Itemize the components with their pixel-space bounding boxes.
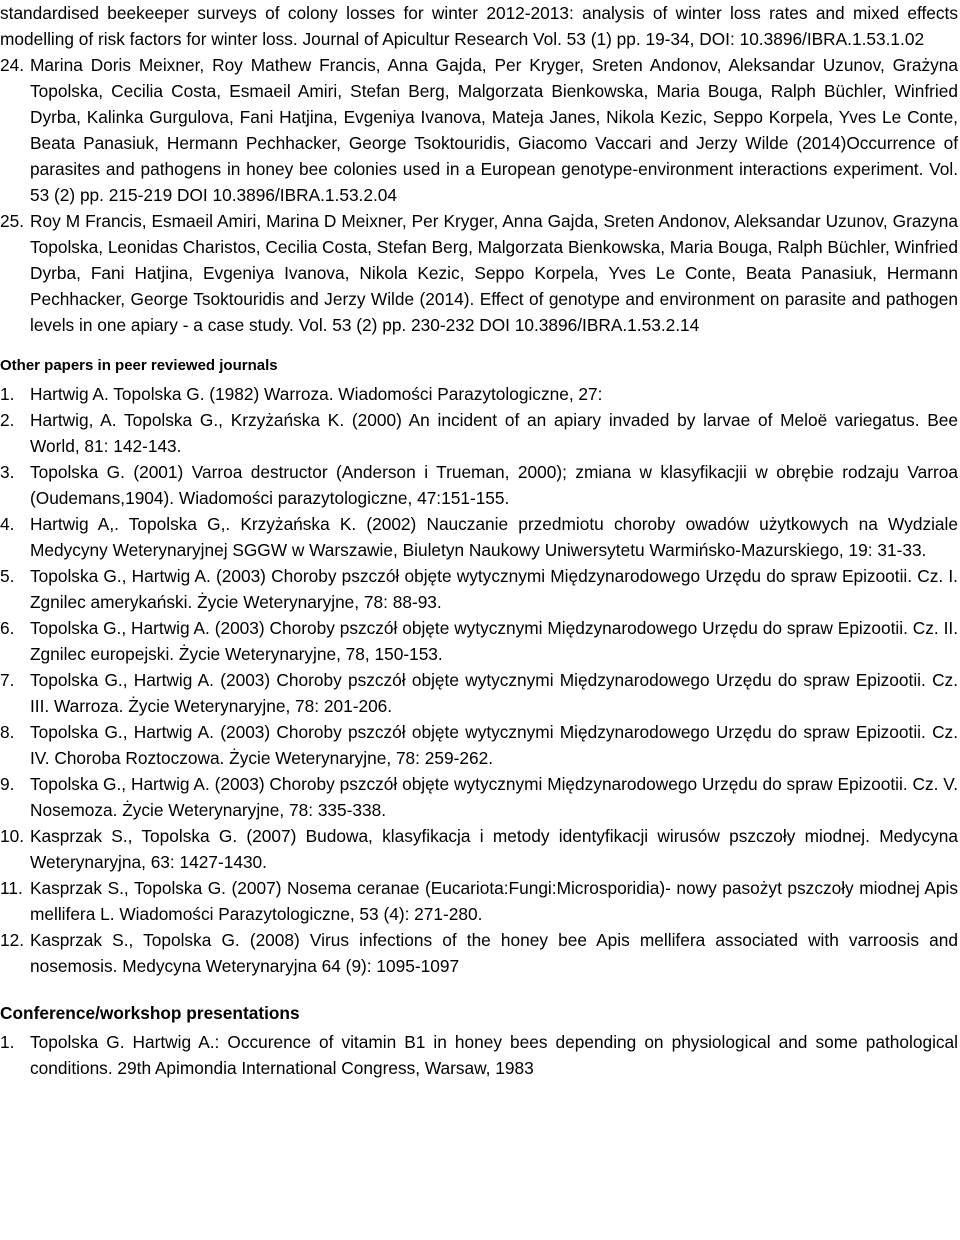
reference-text: Kasprzak S., Topolska G. (2008) Virus infections of the honey bee Apis mellifera associated with varroosis and nosemosis. Medycyna Weterynaryjna 64 (9): 1095-1097 <box>30 930 958 976</box>
reference-item <box>0 407 958 459</box>
conference-list <box>0 1029 958 1081</box>
reference-number: 11. <box>0 878 23 898</box>
reference-text: Topolska G., Hartwig A. (2003) Choroby pszczół objęte wytycznymi Międzynarodowego Urzędu do spraw Epizootii. Cz. IV. Choroba Roztoczowa. Życie Weterynaryjne, 78: 259-262. <box>30 722 958 768</box>
reference-text: Topolska G., Hartwig A. (2003) Choroby pszczół objęte wytycznymi Międzynarodowego Urzędu do spraw Epizootii. Cz. II. Zgnilec europejski. Życie Weterynaryjne, 78, 150-153. <box>30 618 958 664</box>
reference-item <box>0 875 958 927</box>
reference-number: 8. <box>0 722 15 742</box>
reference-number: 25. <box>0 211 25 231</box>
reference-number: 9. <box>0 774 15 794</box>
reference-text: Topolska G., Hartwig A. (2003) Choroby pszczół objęte wytycznymi Międzynarodowego Urzędu do spraw Epizootii. Cz. V. Nosemoza. Życie Weterynaryjne, 78: 335-338. <box>30 774 958 820</box>
reference-text: Topolska G. (2001) Varroa destructor (Anderson i Trueman, 2000); zmiana w klasyfikacjii w obrębie rodzaju Varroa (Oudemans,1904). Wiadomości parazytologiczne, 47:151-155. <box>30 462 958 508</box>
reference-number: 1. <box>0 384 15 404</box>
reference-text: Kasprzak S., Topolska G. (2007) Budowa, klasyfikacja i metody identyfikacji wirusów pszczoły miodnej. Medycyna Weterynaryjna, 63: 1427-1430. <box>30 826 958 872</box>
reference-number: 7. <box>0 670 15 690</box>
reference-item <box>0 459 958 511</box>
reference-item <box>0 208 958 338</box>
reference-item <box>0 563 958 615</box>
reference-text: Hartwig A,. Topolska G,. Krzyżańska K. (2002) Nauczanie przedmiotu choroby owadów użytkowych na Wydziale Medycyny Weterynaryjnej SGGW w Warszawie, Biuletyn Naukowy Uniwersytetu Warmińsko-Mazurskiego, 19: 31-33. <box>30 514 958 560</box>
reference-item <box>0 927 958 979</box>
reference-text: Roy M Francis, Esmaeil Amiri, Marina D Meixner, Per Kryger, Anna Gajda, Sreten Andonov, Aleksandar Uzunov, Grazyna Topolska, Leonidas Charistos, Cecilia Costa, Stefan Berg, Malgorzata Bienkowska, Maria Bouga, Ralph Büchler, Winfried Dyrba, Fani Hatjina, Evgeniya Ivanova, Nikola Kezic, Seppo Korpela, Yves Le Conte, Beata Panasiuk, Hermann Pechhacker, George Tsoktouridis and Jerzy Wilde (2014). Effect of genotype and environment on parasite and pathogen levels in one apiary - a case study. Vol. 53 (2) pp. 230-232 DOI 10.3896/IBRA.1.53.2.14 <box>30 211 958 335</box>
reference-item <box>0 511 958 563</box>
reference-text: Topolska G., Hartwig A. (2003) Choroby pszczół objęte wytycznymi Międzynarodowego Urzędu do spraw Epizootii. Cz. III. Warroza. Życie Weterynaryjne, 78: 201-206. <box>30 670 958 716</box>
section-heading-conference: Conference/workshop presentations <box>0 1003 300 1023</box>
reference-text: Kasprzak S., Topolska G. (2007) Nosema ceranae (Eucariota:Fungi:Microsporidia)- nowy pasożyt pszczoły miodnej Apis mellifera L. Wiadomości Parazytologiczne, 53 (4): 271-280. <box>30 878 958 924</box>
reference-number: 4. <box>0 514 15 534</box>
reference-text: standardised beekeeper surveys of colony losses for winter 2012-2013: analysis of winter loss rates and mixed effects modelling of risk factors for winter loss. Journal of Apicultur Research Vol. 53 (1) pp. 19-34, DOI: 10.3896/IBRA.1.53.1.02 <box>0 3 958 49</box>
reference-number: 6. <box>0 618 15 638</box>
reference-text: Marina Doris Meixner, Roy Mathew Francis, Anna Gajda, Per Kryger, Sreten Andonov, Aleksandar Uzunov, Grażyna Topolska, Cecilia Costa, Esmaeil Amiri, Stefan Berg, Malgorzata Bienkowska, Maria Bouga, Ralph Büchler, Winfried Dyrba, Kalinka Gurgulova, Fani Hatjina, Evgeniya Ivanova, Mateja Janes, Nikola Kezic, Seppo Korpela, Yves Le Conte, Beata Panasiuk, Hermann Pechhacker, George Tsoktouridis, Giacomo Vaccari and Jerzy Wilde (2014)Occurrence of parasites and pathogens in honey bee colonies used in a European genotype-environment interactions experiment. Vol. 53 (2) pp. 215-219 DOI 10.3896/IBRA.1.53.2.04 <box>30 55 958 205</box>
reference-number: 2. <box>0 410 15 430</box>
reference-item <box>0 719 958 771</box>
other-papers-list <box>0 381 958 979</box>
reference-text: Hartwig, A. Topolska G., Krzyżańska K. (2000) An incident of an apiary invaded by larvae of Meloë variegatus. Bee World, 81: 142-143. <box>30 410 958 456</box>
reference-continuation <box>0 0 958 52</box>
reference-item <box>0 615 958 667</box>
reference-item <box>0 1029 958 1081</box>
peer-reviewed-list <box>0 52 958 338</box>
reference-number: 10. <box>0 826 25 846</box>
reference-number: 12. <box>0 930 25 950</box>
reference-text: Topolska G. Hartwig A.: Occurence of vitamin B1 in honey bees depending on physiological and some pathological conditions. 29th Apimondia International Congress, Warsaw, 1983 <box>30 1032 958 1078</box>
reference-item <box>0 667 958 719</box>
reference-number: 24. <box>0 55 25 75</box>
reference-item <box>0 381 958 407</box>
reference-number: 3. <box>0 462 15 482</box>
reference-text: Hartwig A. Topolska G. (1982) Warroza. Wiadomości Parazytologiczne, 27: <box>30 384 603 404</box>
reference-number: 5. <box>0 566 15 586</box>
reference-item <box>0 771 958 823</box>
section-heading-other-papers: Other papers in peer reviewed journals <box>0 357 278 374</box>
reference-text: Topolska G., Hartwig A. (2003) Choroby pszczół objęte wytycznymi Międzynarodowego Urzędu do spraw Epizootii. Cz. I. Zgnilec amerykański. Życie Weterynaryjne, 78: 88-93. <box>30 566 958 612</box>
reference-number: 1. <box>0 1032 15 1052</box>
reference-item <box>0 823 958 875</box>
reference-item <box>0 52 958 208</box>
